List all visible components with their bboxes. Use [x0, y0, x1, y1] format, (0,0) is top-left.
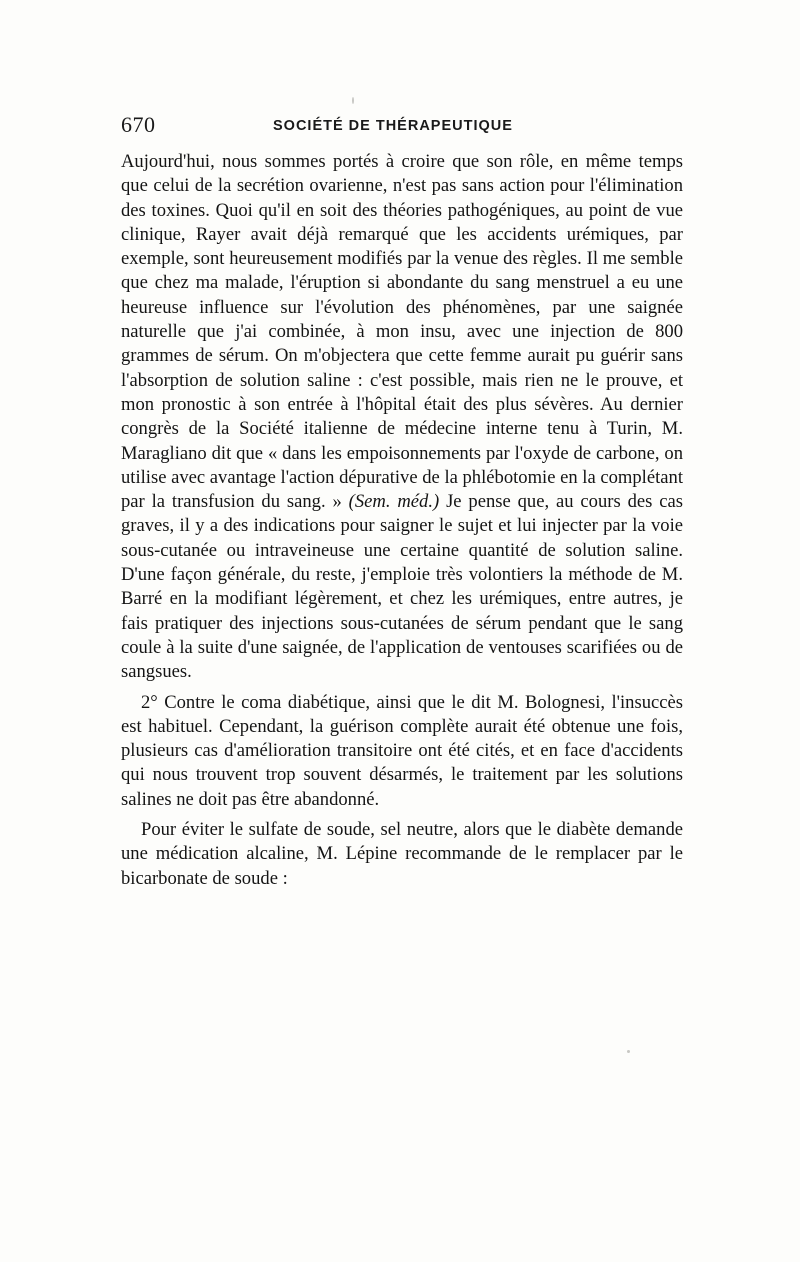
- paragraph-3: Pour éviter le sulfate de soude, sel neutre, alors que le diabète demande une médication alcaline, M. Lépine recommande de le remplacer par le bicarbonate de soude :: [121, 819, 683, 889]
- paragraph-1: [121, 150, 683, 685]
- scan-speck: [627, 1050, 630, 1053]
- paragraph-1-text: Aujourd'hui, nous sommes portés à croire que son rôle, en même temps que celui de la secrétion ovarienne, n'est pas sans action pour l'élimination des toxines. Quoi qu'il en soit des théories pathogéniques, au point de vue clinique, Rayer avait déjà remarqué que les accidents urémiques, par exemple, sont heureusement modifiés par la venue des règles. Il me semble que chez ma malade, l'éruption si abondante du sang menstruel a eu une heureuse influence sur l'évolution des phénomènes, par une saignée naturelle que j'ai combinée, à mon insu, avec une injection de 800 grammes de sérum. On m'objectera que cette femme aurait pu guérir sans l'absorption de solution saline : c'est possible, mais rien ne le prouve, et mon pronostic à son entrée à l'hôpital était des plus sévères. Au dernier congrès de la Société italienne de médecine interne tenu à Turin, M. Maragliano dit que « dans les empoisonnements par l'oxyde de carbone, on utilise avec avantage l'action dépurative de la phlébotomie en la complétant par la transfusion du sang. »: [121, 151, 683, 513]
- page-header: [121, 112, 683, 142]
- scan-speck: [352, 97, 354, 104]
- paragraph-1-continuation: Je pense que, au cours des cas graves, il y a des indications pour saigner le sujet et lui injecter par la voie sous-cutanée ou intraveineuse une certaine quantité de solution saline. D'une façon générale, du reste, j'emploie très volontiers la méthode de M. Barré en la modifiant légèrement, et chez les urémiques, entre autres, je fais pratiquer des injections sous-cutanées de sérum pendant que le sang coule à la suite d'une saignée, de l'application de ventouses scarifiées ou de sangsues.: [121, 491, 683, 683]
- body-text: [121, 150, 683, 891]
- paragraph-2: 2° Contre le coma diabétique, ainsi que le dit M. Bolognesi, l'insuccès est habituel. Cependant, la guérison complète aurait été obtenue une fois, plusieurs cas d'amélioration transitoire ont été cités, et en face d'accidents qui nous trouvent trop souvent désarmés, le traitement par les solutions salines ne doit pas être abandonné.: [121, 691, 683, 810]
- page-number: 670: [121, 112, 156, 137]
- citation: (Sem. méd.): [348, 491, 440, 513]
- running-head: SOCIÉTÉ DE THÉRAPEUTIQUE: [273, 118, 513, 134]
